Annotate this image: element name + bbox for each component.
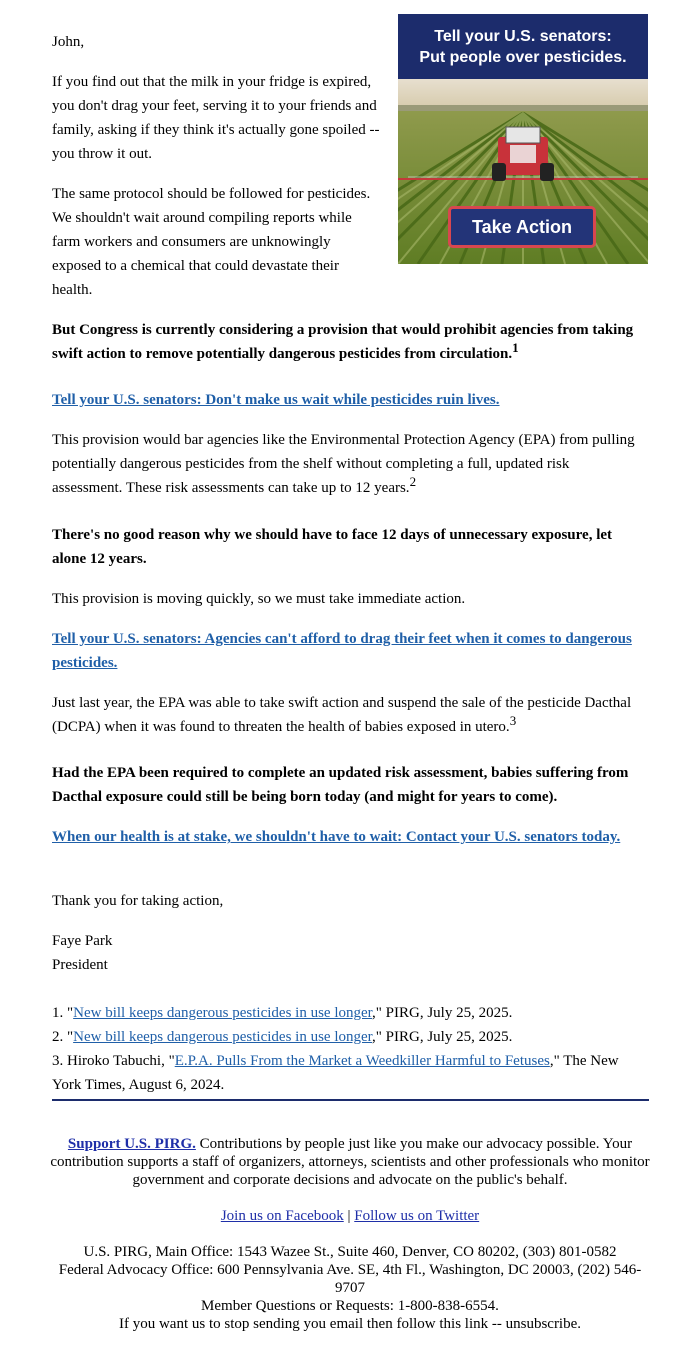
footnote-post: ," The New York Times, August 6, 2024. <box>52 1053 619 1093</box>
cta-link-dont-make-us-wait[interactable]: Tell your U.S. senators: Don't make us wait while pesticides ruin lives. <box>52 392 500 408</box>
greeting: John, <box>52 34 85 50</box>
cta-link-2-paragraph <box>52 627 642 675</box>
footnote-pre: Hiroko Tabuchi, " <box>67 1053 175 1069</box>
footnote-post: ," PIRG, July 25, 2025. <box>372 1029 513 1045</box>
paragraph-congress-provision <box>52 318 642 366</box>
dacthal-text: Just last year, the EPA was able to take swift action and suspend the sale of the pesticide Dacthal (DCPA) when it was found to threaten the health of babies exposed in utero. <box>52 695 632 735</box>
paragraph-dacthal <box>52 691 642 739</box>
footnote-2-link[interactable]: New bill keeps dangerous pesticides in use longer <box>73 1029 373 1045</box>
footnote-3-link[interactable]: E.P.A. Pulls From the Market a Weedkiller Harmful to Fetuses <box>174 1053 550 1069</box>
cta-link-1-paragraph <box>52 388 642 412</box>
support-text: Contributions by people just like you make our advocacy possible. Your contribution supports a staff of organizers, attorneys, scientists and other professionals who monitor government and corporate decisions and advocate on the public's behalf. <box>50 1136 650 1188</box>
footnote-pre: " <box>67 1005 74 1021</box>
footnote-number: 1. <box>52 1005 64 1021</box>
footnote-ref-1: 1 <box>512 340 519 355</box>
cta-link-contact-senators[interactable]: When our health is at stake, we shouldn't have to wait: Contact your U.S. senators today. <box>52 829 621 845</box>
congress-provision-text: But Congress is currently considering a provision that would prohibit agencies from taking swift action to remove potentially dangerous pesticides from circulation. <box>52 322 634 362</box>
footnote-number: 3. <box>52 1053 64 1069</box>
paragraph-no-good-reason: There's no good reason why we should have to face 12 days of unnecessary exposure, let alone 12 years. <box>52 527 613 567</box>
social-links <box>45 1207 655 1225</box>
banner-headline-line2: Put people over pesticides. <box>419 49 627 66</box>
support-pirg-link[interactable]: Support U.S. PIRG. <box>67 1136 196 1152</box>
footnotes-list <box>52 1001 642 1097</box>
paragraph-milk-analogy: If you find out that the milk in your fridge is expired, you don't drag your feet, serving it to your friends and family, asking if they think it's actually gone spoiled -- you throw it out. <box>52 74 380 162</box>
cta-link-drag-their-feet[interactable]: Tell your U.S. senators: Agencies can't afford to drag their feet when it comes to dangerous pesticides. <box>52 631 632 671</box>
twitter-link[interactable]: Follow us on Twitter <box>354 1208 480 1224</box>
footnote-2 <box>52 1025 642 1049</box>
facebook-link[interactable]: Join us on Facebook <box>220 1208 344 1224</box>
footnote-1 <box>52 1001 642 1025</box>
member-questions: Member Questions or Requests: 1-800-838-6554. <box>201 1298 499 1314</box>
signer-name: Faye Park <box>52 933 113 949</box>
main-office-address: U.S. PIRG, Main Office: 1543 Wazee St., Suite 460, Denver, CO 80202, (303) 801-0582 <box>83 1244 617 1260</box>
footer-divider <box>52 1099 649 1101</box>
footnote-3 <box>52 1049 642 1097</box>
paragraph-risk-assessment: Had the EPA been required to complete an updated risk assessment, babies suffering from Dacthal exposure could still be being born today (and might for years to come). <box>52 765 629 805</box>
epa-provision-text: This provision would bar agencies like the Environmental Protection Agency (EPA) from pulling potentially dangerous pesticides from the shelf without completing a full, updated risk assessment. These risk assessments can take up to 12 years. <box>52 432 635 496</box>
footnote-ref-2: 2 <box>409 474 417 489</box>
take-action-button[interactable]: Take Action <box>448 206 596 248</box>
footnote-number: 2. <box>52 1029 64 1045</box>
paragraph-pesticide-protocol: The same protocol should be followed for pesticides. We shouldn't wait around compiling reports while farm workers and consumers are unknowingly exposed to a chemical that could devastate their health. <box>52 186 371 298</box>
footnote-pre: " <box>67 1029 74 1045</box>
take-action-banner[interactable] <box>398 14 648 264</box>
email-footer <box>45 1135 655 1333</box>
social-separator: | <box>343 1208 355 1224</box>
paragraph-moving-quickly: This provision is moving quickly, so we must take immediate action. <box>52 591 466 607</box>
closing-thanks: Thank you for taking action, <box>52 893 224 909</box>
footnote-post: ," PIRG, July 25, 2025. <box>372 1005 513 1021</box>
federal-office-address: Federal Advocacy Office: 600 Pennsylvania Ave. SE, 4th Fl., Washington, DC 20003, (202) 546-9707 <box>58 1262 642 1296</box>
signer-title: President <box>52 957 108 973</box>
support-paragraph <box>45 1135 655 1189</box>
unsubscribe-line[interactable]: If you want us to stop sending you email then follow this link -- unsubscribe. <box>118 1316 582 1332</box>
footnote-1-link[interactable]: New bill keeps dangerous pesticides in use longer <box>73 1005 373 1021</box>
banner-headline-line1: Tell your U.S. senators: <box>434 28 612 45</box>
cta-link-3-paragraph <box>52 825 642 849</box>
banner-headline <box>398 14 648 79</box>
footnote-ref-3: 3 <box>509 713 517 728</box>
paragraph-epa-provision <box>52 428 642 500</box>
